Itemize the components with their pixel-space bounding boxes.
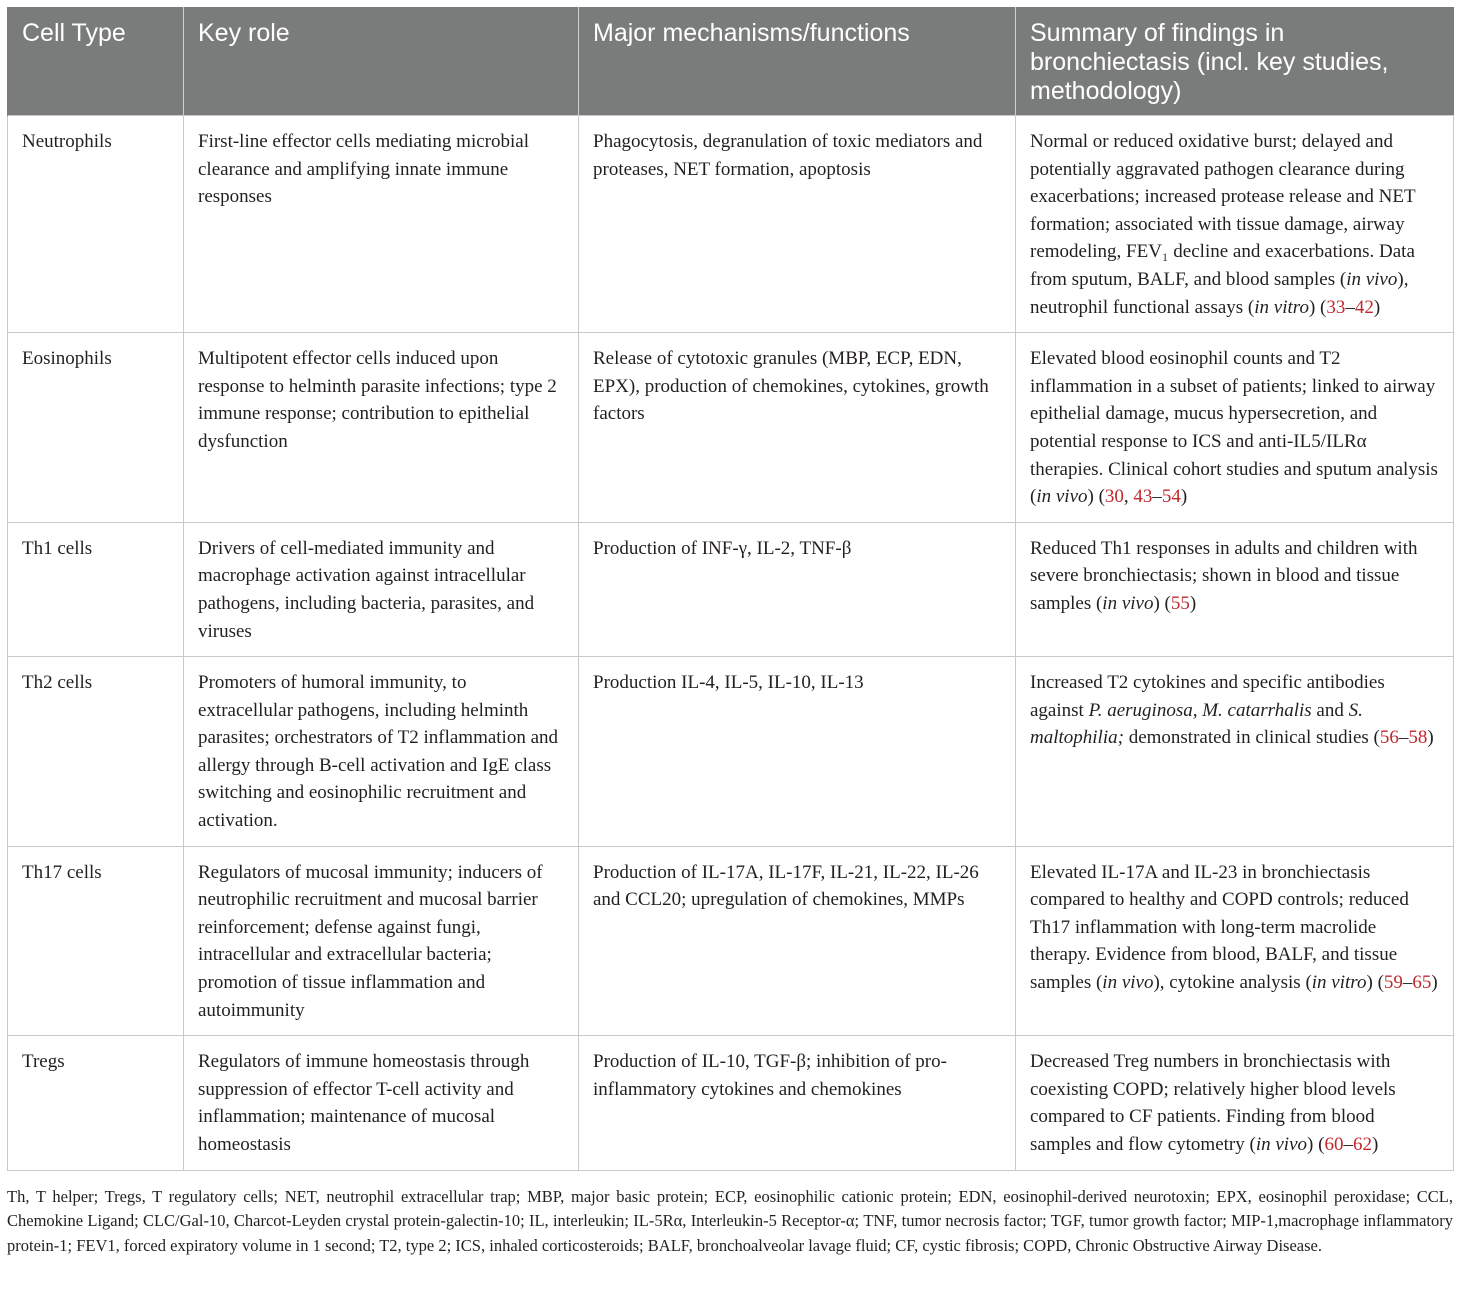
summary: [1016, 846, 1454, 1036]
reference-link[interactable]: 59: [1383, 972, 1403, 994]
cell-type: Neutrophils: [8, 116, 184, 333]
mechanisms: Release of cytotoxic granules (MBP, ECP, EDN, EPX), production of chemokines, cytokines, growth factors: [579, 333, 1016, 523]
mechanisms: Production of IL-10, TGF-β; inhibition of pro-inflammatory cytokines and chemokines: [579, 1036, 1016, 1170]
summary-text: Elevated blood eosinophil counts and T2 inflammation in a subset of patients; linked to airway epithelial damage, mucus hypersecretion, and potential response to ICS and anti-IL5/ILRα therapies. Clinical cohort studies and sputum analysis (: [1030, 348, 1438, 508]
reference-close: ): [1189, 592, 1197, 614]
summary-text: ), cytokine analysis (: [1153, 972, 1312, 994]
reference-close: ): [1431, 972, 1438, 994]
summary-italic: in vitro: [1254, 296, 1309, 318]
summary: [1016, 116, 1454, 333]
summary-italic: in vivo: [1102, 972, 1154, 994]
reference-link[interactable]: 42: [1354, 296, 1374, 318]
reference-separator: –: [1343, 1134, 1353, 1155]
table-row: [8, 1036, 1454, 1170]
summary: [1016, 657, 1454, 847]
reference-separator: –: [1402, 972, 1413, 994]
mechanisms: Production of IL-17A, IL-17F, IL-21, IL-22, IL-26 and CCL20; upregulation of chemokines, MMPs: [579, 846, 1016, 1036]
header-mechanisms: Major mechanisms/functions: [579, 7, 1016, 116]
summary-italic: in vivo: [1255, 1134, 1308, 1155]
cell-types-table: [7, 7, 1454, 1171]
summary: [1016, 1036, 1454, 1170]
reference-separator: –: [1398, 727, 1409, 749]
summary-text: Increased T2 cytokines and specific antibodies against: [1030, 672, 1385, 721]
mechanisms: Production IL-4, IL-5, IL-10, IL-13: [579, 657, 1016, 847]
reference-separator: –: [1152, 486, 1162, 508]
table-container: [7, 7, 1453, 1258]
summary-text: Elevated IL-17A and IL-23 in bronchiectasis compared to healthy and COPD controls; reduced Th17 inflammation with long-term macrolide therapy. Evidence from blood, BALF, and tissue samples (: [1030, 861, 1409, 994]
summary-text: ) (: [1366, 972, 1384, 994]
summary-italic: P. aeruginosa, M. catarrhalis: [1088, 699, 1312, 721]
reference-link[interactable]: 56: [1379, 727, 1399, 749]
reference-close: ): [1371, 1134, 1379, 1155]
reference-separator: –: [1345, 296, 1355, 318]
summary: [1016, 522, 1454, 656]
table-row: [8, 846, 1454, 1036]
reference-separator: ,: [1123, 486, 1134, 508]
summary-text: ) (: [1153, 592, 1171, 614]
summary-text: and: [1311, 699, 1349, 721]
cell-type: Th1 cells: [8, 522, 184, 656]
mechanisms: Production of INF-γ, IL-2, TNF-β: [579, 522, 1016, 656]
summary-italic: in vivo: [1346, 268, 1398, 290]
reference-close: ): [1427, 727, 1434, 749]
summary-text: ) (: [1307, 1134, 1325, 1155]
summary-italic: in vivo: [1036, 486, 1088, 508]
key-role: Regulators of immune homeostasis through suppression of effector T-cell activity and inflammation; maintenance of mucosal homeostasis: [184, 1036, 579, 1170]
mechanisms: Phagocytosis, degranulation of toxic mediators and proteases, NET formation, apoptosis: [579, 116, 1016, 333]
table-row: [8, 116, 1454, 333]
summary-italic: in vivo: [1102, 592, 1154, 614]
summary-italic: S. maltophilia;: [1030, 699, 1363, 749]
reference-link[interactable]: 54: [1161, 486, 1181, 508]
reference-close: ): [1180, 486, 1188, 508]
summary: [1016, 333, 1454, 523]
reference-link[interactable]: 33: [1326, 296, 1346, 318]
cell-type: Eosinophils: [8, 333, 184, 523]
table-header-row: [8, 7, 1454, 116]
header-summary: Summary of findings in bronchiectasis (incl. key studies, methodology): [1016, 7, 1454, 116]
reference-close: ): [1373, 296, 1381, 318]
table-row: [8, 522, 1454, 656]
summary-text: Decreased Treg numbers in bronchiectasis with coexisting COPD; relatively higher blood levels compared to CF patients. Finding from blood samples and flow cytometry (: [1030, 1051, 1396, 1155]
summary-text: Normal or reduced oxidative burst; delayed and potentially aggravated pathogen clearance during exacerbations; increased protease release and NET formation; associated with tissue damage, airway remodeling, FEV₁ decline and exacerbations. Data from sputum, BALF, and blood samples (: [1030, 131, 1416, 290]
reference-link[interactable]: 43: [1133, 486, 1153, 508]
key-role: First-line effector cells mediating microbial clearance and amplifying innate immune responses: [184, 116, 579, 333]
cell-type: Th17 cells: [8, 846, 184, 1036]
summary-text: ) (: [1087, 486, 1105, 508]
reference-link[interactable]: 30: [1104, 486, 1124, 508]
cell-type: Th2 cells: [8, 657, 184, 847]
summary-text: ) (: [1308, 296, 1327, 318]
summary-italic: in vitro: [1311, 972, 1367, 994]
summary-text: Reduced Th1 responses in adults and children with severe bronchiectasis; shown in blood and tissue samples (: [1030, 537, 1418, 614]
summary-text: ), neutrophil functional assays (: [1030, 268, 1409, 318]
table-row: [8, 333, 1454, 523]
key-role: Regulators of mucosal immunity; inducers of neutrophilic recruitment and mucosal barrier reinforcement; defense against fungi, intracellular and extracellular bacteria; promotion of tissue inflammation and autoimmunity: [184, 846, 579, 1036]
cell-type: Tregs: [8, 1036, 184, 1170]
key-role: Promoters of humoral immunity, to extracellular pathogens, including helminth parasites; orchestrators of T2 inflammation and allergy through B-cell activation and IgE class switching and eosinophilic recruitment and activation.: [184, 657, 579, 847]
header-cell-type: Cell Type: [8, 7, 184, 116]
reference-link[interactable]: 55: [1170, 592, 1190, 614]
reference-link[interactable]: 65: [1412, 972, 1432, 994]
reference-link[interactable]: 62: [1352, 1134, 1372, 1155]
reference-link[interactable]: 60: [1324, 1134, 1344, 1155]
table-footnote: Th, T helper; Tregs, T regulatory cells; NET, neutrophil extracellular trap; MBP, major basic protein; ECP, eosinophilic cationic protein; EDN, eosinophil-derived neurotoxin; EPX, eosinophil peroxidase; CCL, Chemokine Ligand; CLC/Gal-10, Charcot-Leyden crystal protein-galectin-10; IL, interleukin; IL-5Rα, Interleukin-5 Receptor-α; TNF, tumor necrosis factor; TGF, tumor growth factor; MIP-1,macrophage inflammatory protein-1; FEV1, forced expiratory volume in 1 second; T2, type 2; ICS, inhaled corticosteroids; BALF, bronchoalveolar lavage fluid; CF, cystic fibrosis; COPD, Chronic Obstructive Airway Disease.: [7, 1186, 1453, 1255]
key-role: Multipotent effector cells induced upon response to helminth parasite infections; type 2 immune response; contribution to epithelial dysfunction: [184, 333, 579, 523]
table-row: [8, 657, 1454, 847]
reference-link[interactable]: 58: [1408, 727, 1428, 749]
key-role: Drivers of cell-mediated immunity and macrophage activation against intracellular pathogens, including bacteria, parasites, and viruses: [184, 522, 579, 656]
summary-text: demonstrated in clinical studies (: [1123, 727, 1380, 749]
header-key-role: Key role: [184, 7, 579, 116]
